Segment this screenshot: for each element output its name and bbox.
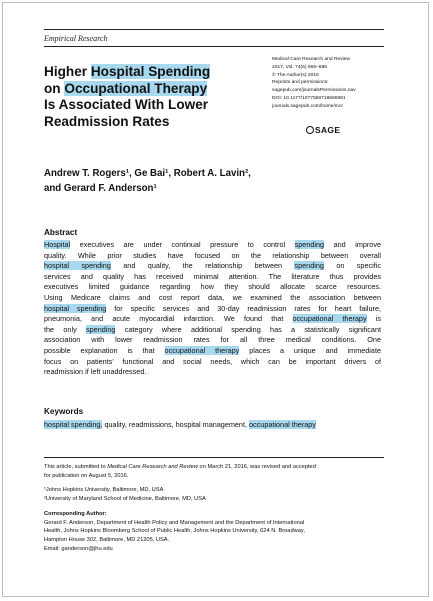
journal-volume: 2017, Vol. 74(6) 668–686 xyxy=(272,64,327,70)
corresponding-email[interactable]: Email: ganderson@jhu.edu xyxy=(44,545,113,552)
title-highlight-hospital-spending: Hospital Spending xyxy=(90,64,211,79)
keywords-list: hospital spending, quality, readmissions, hospital management, occupational therapy xyxy=(44,420,316,429)
submission-note: This article, submitted to Medical Care Research and Review on March 21, 2016, was revised and accepted xyxy=(44,464,316,470)
article-title: Higher Hospital Spending on Occupational Therapy Is Associated With Lower Readmission Rates xyxy=(44,64,211,129)
abstract-heading: Abstract xyxy=(44,228,78,237)
journal-permissions-url[interactable]: sagepub.com/journalsPermissions.nav xyxy=(272,88,356,94)
affiliation-2: ²University of Maryland School of Medicine, Baltimore, MD, USA xyxy=(44,496,206,503)
journal-copyright: © The Author(s) 2016 xyxy=(272,72,319,78)
author-list: Andrew T. Rogers¹, Ge Bai¹, Robert A. Lavin², and Gerard F. Anderson¹ xyxy=(44,168,251,194)
section-label: Empirical Research xyxy=(44,34,108,43)
journal-home-url[interactable]: journals.sagepub.com/home/mcr xyxy=(272,103,343,109)
journal-info xyxy=(272,56,392,111)
title-highlight-occupational-therapy: Occupational Therapy xyxy=(64,80,208,96)
corresponding-author-heading: Corresponding Author: xyxy=(44,510,107,517)
journal-name: Medical Care Research and Review xyxy=(272,57,351,62)
abstract-body: Hospital executives are under continual pressure to control spending and improve quality. While prior studies have focused on the relationship between overall hospital spending and quality, the relationship between spending on specific services and quality has received minimal attention. The literature thus provides executives limited guidance regarding how they should allocate scarce resources. Using Medicare claims and cost report data, we examined the association between hospital spending for specific services and 30-day readmission rates for heart failure, pneumonia, and acute myocardial infarction. We found that occupational therapy is the only spending category where additional spending has a statistically significant association with lower readmission rates for all three medical conditions. One possible explanation is that occupational therapy places a unique and immediate focus on patients’ functional and social needs, which can be important drivers of readmission if left unaddressed. xyxy=(44,240,381,377)
sage-logo-icon xyxy=(306,126,314,134)
journal-reprints: Reprints and permissions: xyxy=(272,80,329,86)
affiliation-1: ¹Johns Hopkins University, Baltimore, MD, USA xyxy=(44,487,164,494)
journal-doi[interactable]: DOI: 10.1177/1077558716666981 xyxy=(272,95,346,101)
header-rule-bottom xyxy=(44,46,384,47)
publisher-logo: SAGE xyxy=(306,125,340,135)
footnote-rule xyxy=(44,457,384,458)
footnotes: This article, submitted to Medical Care Research and Review on March 21, 2016, was revised and accepted for publication on August 5, 2016. ¹Johns Hopkins University, Baltimore, MD, USA ²University of Maryland School of Medicine, Baltimore, MD, USA Corresponding Author: Gerard F. Anderson, Department of Health Policy and Management and the Department of International Health, Johns Hopkins Bloomberg School of Public Health, Johns Hopkins University, 624 N. Broadway, Hampton House 302, Baltimore, MD 21205, USA. Email: ganderson@jhu.edu xyxy=(44,463,384,553)
keywords-heading: Keywords xyxy=(44,407,84,416)
header-rule-top xyxy=(44,29,384,30)
